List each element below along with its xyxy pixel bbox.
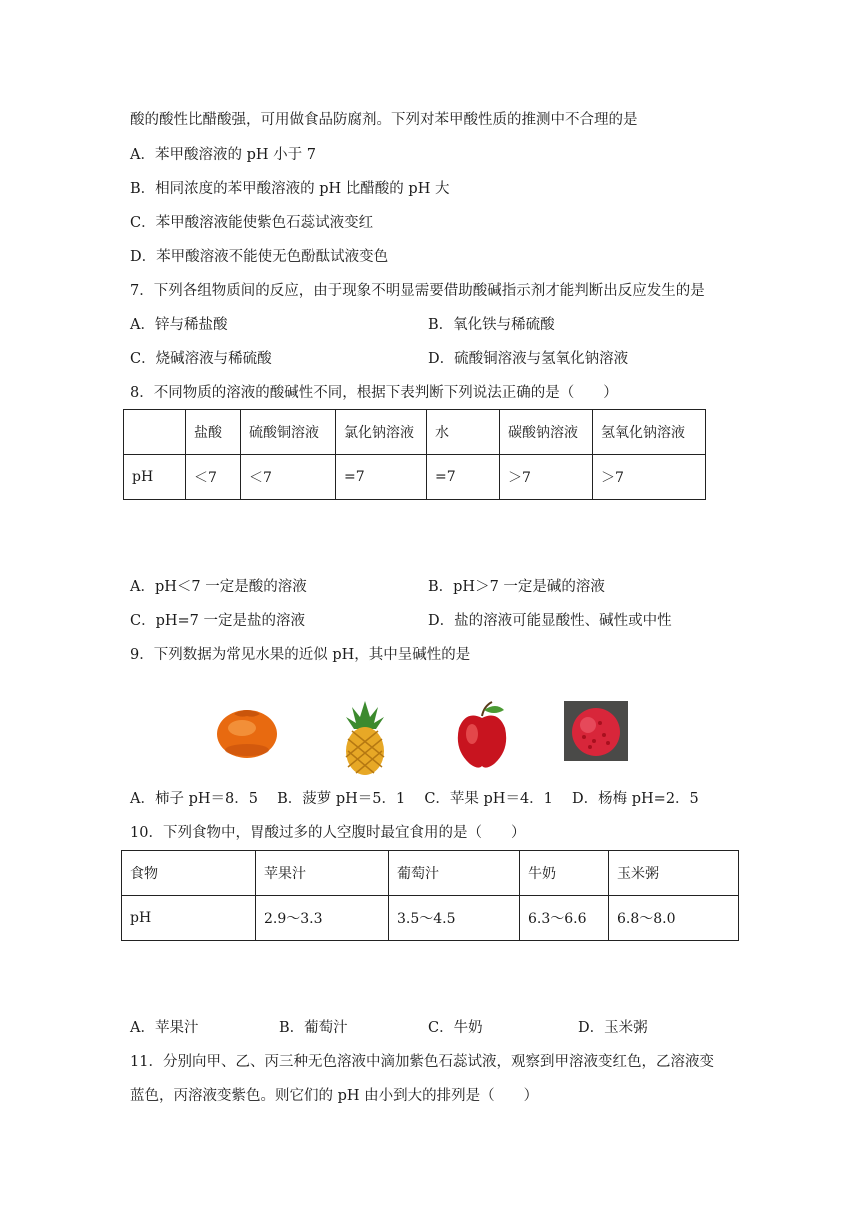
q8-option-d: D．盐的溶液可能显酸性、碱性或中性 (428, 613, 672, 629)
q6-stem: 酸的酸性比醋酸强，可用做食品防腐剂。下列对苯甲酸性质的推测中不合理的是 (130, 112, 638, 128)
table-cell: 食物 (122, 851, 256, 896)
table-cell: =7 (336, 455, 427, 500)
table-cell: 6.8～8.0 (609, 896, 739, 941)
q7-option-b: B．氧化铁与稀硫酸 (428, 317, 555, 333)
table-cell: 玉米粥 (609, 851, 739, 896)
table-cell: 牛奶 (520, 851, 609, 896)
q9-stem: 9．下列数据为常见水果的近似 pH，其中呈碱性的是 (130, 647, 471, 663)
q8-option-a: A．pH＜7 一定是酸的溶液 (130, 579, 307, 595)
q9-options: A．柿子 pH＝8．5 B．菠萝 pH＝5．1 C．苹果 pH＝4．1 D．杨梅 pH=2．5 (130, 791, 699, 807)
table-cell: 氯化钠溶液 (336, 410, 427, 455)
q11-line-2: 蓝色，丙溶液变紫色。则它们的 pH 由小到大的排列是（ ） (130, 1088, 539, 1104)
q7-option-d: D．硫酸铜溶液与氢氧化钠溶液 (428, 351, 629, 367)
q10-stem: 10．下列食物中，胃酸过多的人空腹时最宜食用的是（ ） (130, 825, 526, 841)
q6-option-d: D．苯甲酸溶液不能使无色酚酞试液变色 (130, 249, 389, 265)
q10-option-b: B．葡萄汁 (279, 1020, 348, 1036)
q6-option-c: C．苯甲酸溶液能使紫色石蕊试液变红 (130, 215, 374, 231)
table-cell: pH (122, 896, 256, 941)
q10-ph-table (121, 850, 739, 941)
table-row (124, 410, 706, 455)
table-cell (124, 410, 186, 455)
q8-option-b: B．pH＞7 一定是碱的溶液 (428, 579, 605, 595)
q10-option-d: D．玉米粥 (578, 1020, 648, 1036)
q11-line-1: 11．分别向甲、乙、丙三种无色溶液中滴加紫色石蕊试液，观察到甲溶液变红色，乙溶液变 (130, 1054, 714, 1070)
q7-stem: 7．下列各组物质间的反应，由于现象不明显需要借助酸碱指示剂才能判断出反应发生的是 (130, 283, 705, 299)
q10-option-c: C．牛奶 (428, 1020, 483, 1036)
table-cell: 6.3～6.6 (520, 896, 609, 941)
table-cell: 苹果汁 (256, 851, 389, 896)
table-cell: 葡萄汁 (389, 851, 520, 896)
table-cell: ＜7 (241, 455, 336, 500)
q7-option-a: A．锌与稀盐酸 (130, 317, 228, 333)
table-cell: 水 (427, 410, 500, 455)
apple-icon (454, 700, 510, 770)
pineapple-icon (340, 699, 390, 777)
table-cell: pH (124, 455, 186, 500)
table-cell: 2.9～3.3 (256, 896, 389, 941)
table-cell: 3.5～4.5 (389, 896, 520, 941)
table-cell: 氢氧化钠溶液 (593, 410, 706, 455)
table-row (124, 455, 706, 500)
q8-option-c: C．pH=7 一定是盐的溶液 (130, 613, 306, 629)
table-row (122, 851, 739, 896)
table-row (122, 896, 739, 941)
q7-option-c: C．烧碱溶液与稀硫酸 (130, 351, 272, 367)
table-cell: ＞7 (593, 455, 706, 500)
q6-option-b: B．相同浓度的苯甲酸溶液的 pH 比醋酸的 pH 大 (130, 181, 450, 197)
bayberry-icon (564, 701, 628, 761)
table-cell: =7 (427, 455, 500, 500)
table-cell: 碳酸钠溶液 (500, 410, 593, 455)
q8-ph-table (123, 409, 706, 500)
q6-option-a: A．苯甲酸溶液的 pH 小于 7 (130, 147, 316, 163)
table-cell: 硫酸铜溶液 (241, 410, 336, 455)
persimmon-icon (214, 702, 280, 762)
table-cell: 盐酸 (186, 410, 241, 455)
table-cell: ＞7 (500, 455, 593, 500)
q10-option-a: A．苹果汁 (130, 1020, 199, 1036)
q8-stem: 8．不同物质的溶液的酸碱性不同，根据下表判断下列说法正确的是（ ） (130, 385, 618, 401)
table-cell: ＜7 (186, 455, 241, 500)
